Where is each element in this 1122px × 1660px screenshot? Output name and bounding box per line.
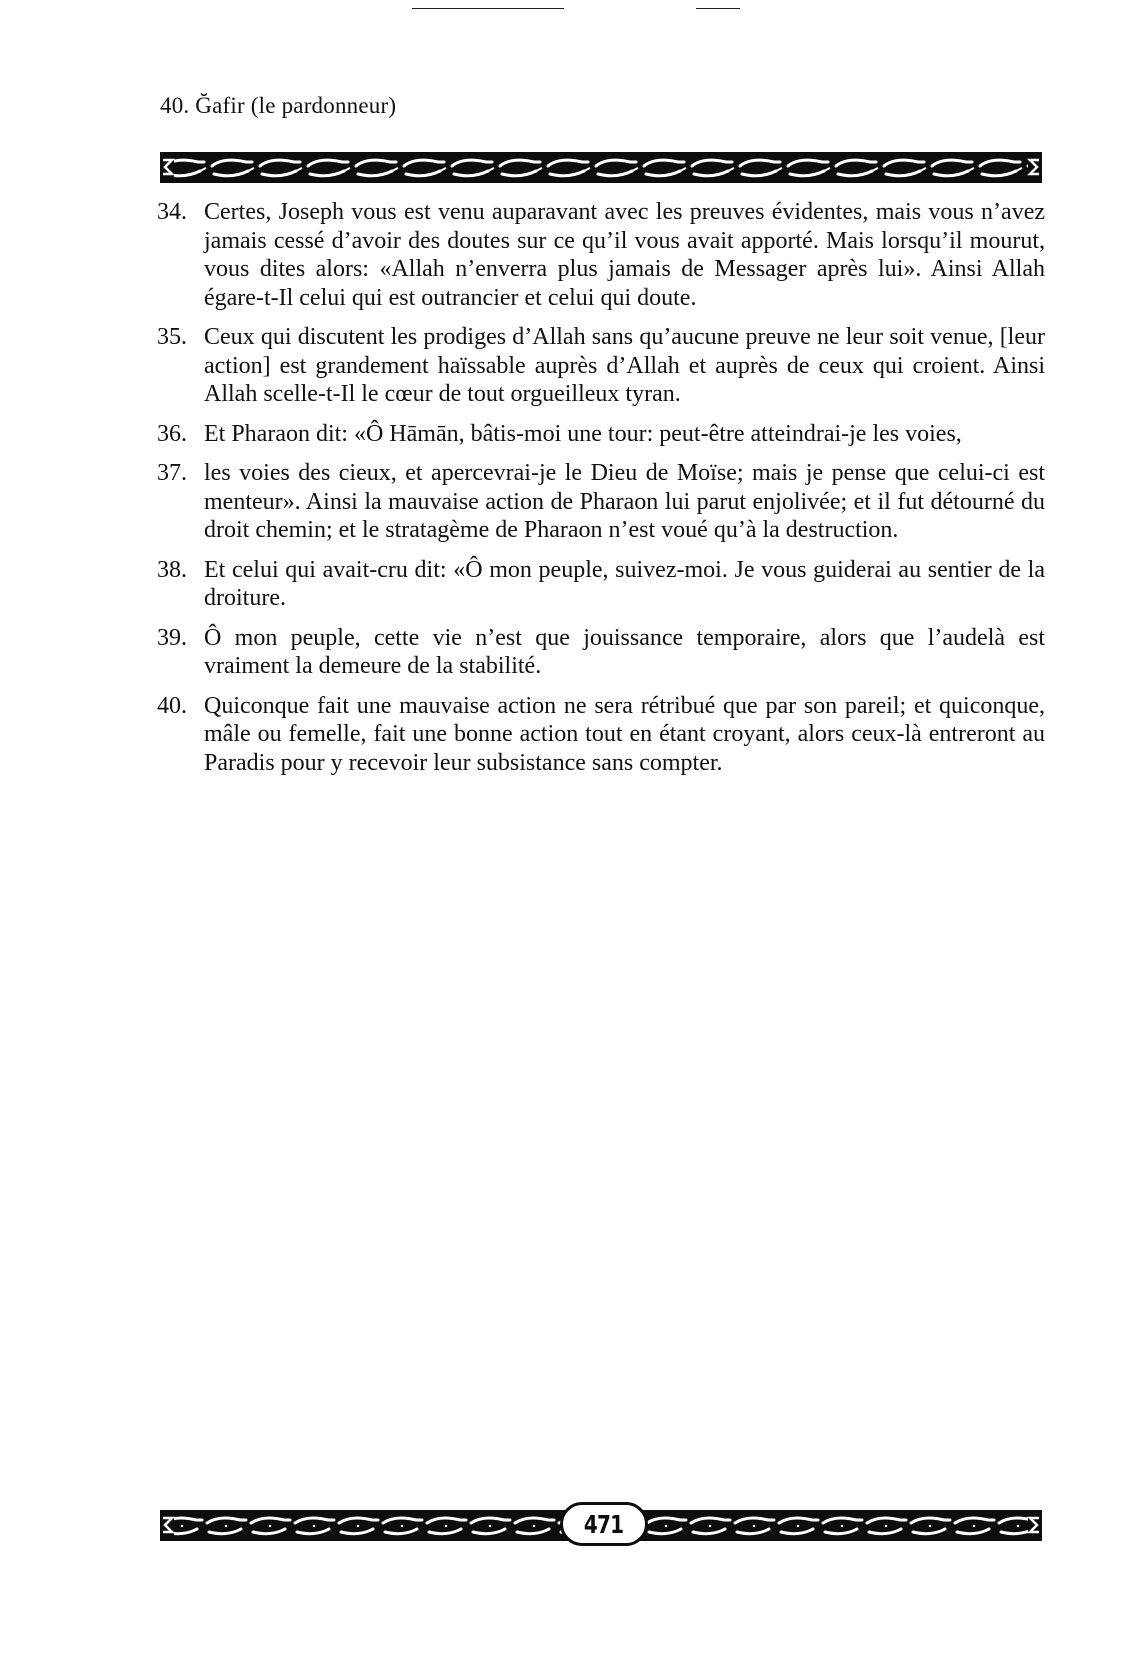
chapter-heading: 40. Ğafir (le pardonneur) [160,93,397,118]
verse-text: Et celui qui avait-cru dit: «Ô mon peuple, suivez-moi. Je vous guiderai au sentier de la droiture. [204,556,1045,611]
verse-number: 34. [157,199,187,225]
verse-number: 35. [157,324,187,350]
verse-list [157,198,1045,788]
page-number: 471 [584,1509,624,1539]
header-ornament-band [160,152,1042,183]
top-rule-right [696,8,740,9]
verse-text: Et Pharaon dit: «Ô Hāmān, bâtis-moi une tour: peut-être atteindrai-je les voies, [204,420,962,447]
verse-number: 38. [157,556,187,583]
verse-34 [157,198,1045,312]
verse-text: les voies des cieux, et apercevrai-je le Dieu de Moïse; mais je pense que celui-ci est menteur». Ainsi la mauvaise action de Pharaon lui parut enjolivée; et il fut détourné du droit chemin; et le stratagème de Pharaon n’est voué qu’à la destruction. [204,460,1045,543]
chain-ornament-icon [160,152,1042,183]
verse-37 [157,459,1045,545]
verse-number: 40. [157,692,187,719]
verse-40 [157,692,1045,778]
verse-35 [157,323,1045,409]
verse-text: Ceux qui discutent les prodiges d’Allah sans qu’aucune preuve ne leur soit venue, [leur action] est grandement haïssable auprès d’Allah et auprès de ceux qui croient. Ainsi Allah scelle-t-Il le cœur de tout orgueilleux tyran. [204,324,1045,407]
verse-number: 39. [157,624,187,651]
page-number-cartouche [560,1502,648,1546]
verse-text: Ô mon peuple, cette vie n’est que jouissance temporaire, alors que l’audelà est vraiment la demeure de la stabilité. [204,624,1045,679]
verse-number: 36. [157,420,187,447]
verse-38 [157,556,1045,613]
verse-39 [157,624,1045,681]
verse-text: Certes, Joseph vous est venu auparavant avec les preuves évidentes, mais vous n’avez jamais cessé d’avoir des doutes sur ce qu’il vous avait apporté. Mais lorsqu’il mourut, vous dites alors: «Allah n’enverra plus jamais de Messager après lui». Ainsi Allah égare-t-Il celui qui est outrancier et celui qui doute. [204,199,1045,311]
verse-36 [157,420,1045,449]
top-rule-left [412,8,564,9]
verse-number: 37. [157,460,187,486]
verse-text: Quiconque fait une mauvaise action ne sera rétribué que par son pareil; et quiconque, mâle ou femelle, fait une bonne action tout en étant croyant, alors ceux-là entreront au Paradis pour y recevoir leur subsistance sans compter. [204,692,1045,776]
